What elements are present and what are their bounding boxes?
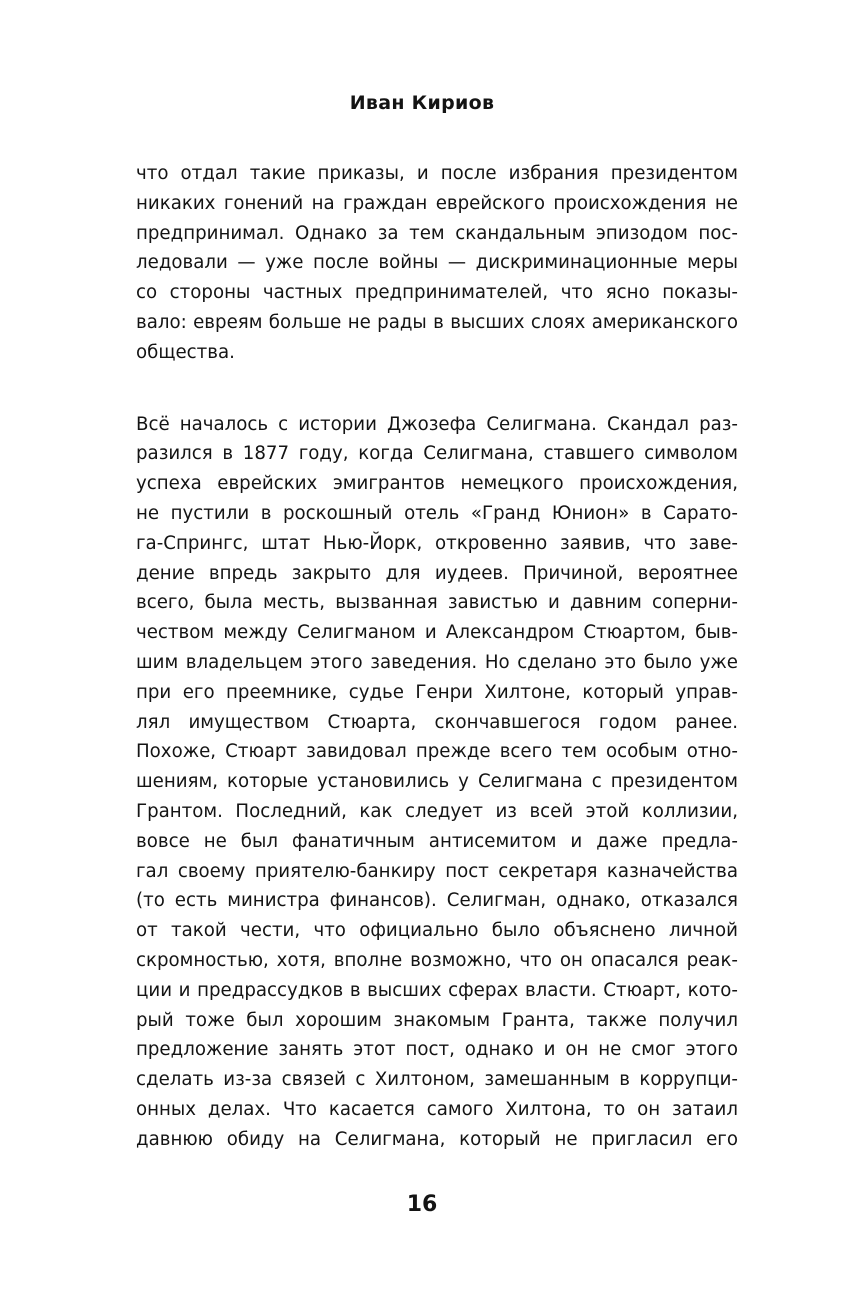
- text-line: рый тоже был хорошим знакомым Гранта, также получил: [136, 1009, 738, 1031]
- text-line: сделать из-за связей с Хилтоном, замешанным в коррупци-: [136, 1069, 738, 1091]
- text-line: предпринимал. Однако за тем скандальным эпизодом пос-: [136, 222, 738, 244]
- text-line: Грантом. Последний, как следует из всей этой коллизии,: [136, 800, 738, 822]
- text-line: Всё началось с истории Джозефа Селигмана. Скандал раз-: [136, 413, 738, 435]
- text-line: от такой чести, что официально было объяснено личной: [136, 920, 738, 942]
- text-line: при его преемнике, судье Генри Хилтоне, который управ-: [136, 681, 738, 703]
- text-line: дение впредь закрыто для иудеев. Причиной, вероятнее: [136, 562, 738, 584]
- text-line: лял имуществом Стюарта, скончавшегося годом ранее.: [136, 711, 738, 733]
- text-line: шим владельцем этого заведения. Но сделано это было уже: [136, 651, 738, 673]
- text-line: скромностью, хотя, вполне возможно, что он опасался реак-: [136, 949, 738, 971]
- text-line: общества.: [136, 341, 235, 363]
- text-line: ции и предрассудков в высших сферах власти. Стюарт, кото-: [136, 979, 738, 1001]
- text-line: ледовали — уже после войны — дискриминационные меры: [136, 252, 738, 274]
- text-line: не пустили в роскошный отель «Гранд Юнион» в Сарато-: [136, 502, 738, 524]
- text-line: что отдал такие приказы, и после избрания президентом: [136, 163, 738, 184]
- text-line: чеством между Селигманом и Александром Стюартом, быв-: [136, 622, 738, 644]
- text-line: гал своему приятелю-банкиру пост секретаря казначейства: [136, 860, 738, 882]
- running-head-author: Иван Кириов: [349, 92, 495, 114]
- text-line: вало: евреям больше не рады в высших слоях американского: [136, 311, 738, 333]
- text-line: никаких гонений на граждан еврейского происхождения не: [136, 192, 738, 214]
- page-number: 16: [406, 1192, 438, 1217]
- text-line: со стороны частных предпринимателей, что ясно показы-: [136, 282, 738, 304]
- body-text: [136, 159, 738, 1155]
- text-line: успеха еврейских эмигрантов немецкого происхождения,: [136, 473, 738, 495]
- text-line: шениям, которые установились у Селигмана с президентом: [136, 771, 738, 793]
- text-line: разился в 1877 году, когда Селигмана, ставшего символом: [136, 443, 738, 465]
- text-line: предложение занять этот пост, однако и он не смог этого: [136, 1039, 738, 1061]
- text-line: онных делах. Что касается самого Хилтона, то он затаил: [136, 1098, 738, 1120]
- text-line: давнюю обиду на Селигмана, который не пригласил его: [136, 1128, 738, 1150]
- text-line: вовсе не был фанатичным антисемитом и даже предла-: [136, 830, 738, 852]
- text-line: (то есть министра финансов). Селигман, однако, отказался: [136, 890, 738, 912]
- text-line: Похоже, Стюарт завидовал прежде всего тем особым отно-: [136, 741, 738, 763]
- text-line: всего, была месть, вызванная завистью и давним соперни-: [136, 592, 738, 614]
- paragraph-1: [136, 159, 738, 368]
- paragraph-2: [136, 410, 738, 1155]
- text-line: га-Спрингс, штат Нью-Йорк, откровенно заявив, что заве-: [136, 532, 738, 554]
